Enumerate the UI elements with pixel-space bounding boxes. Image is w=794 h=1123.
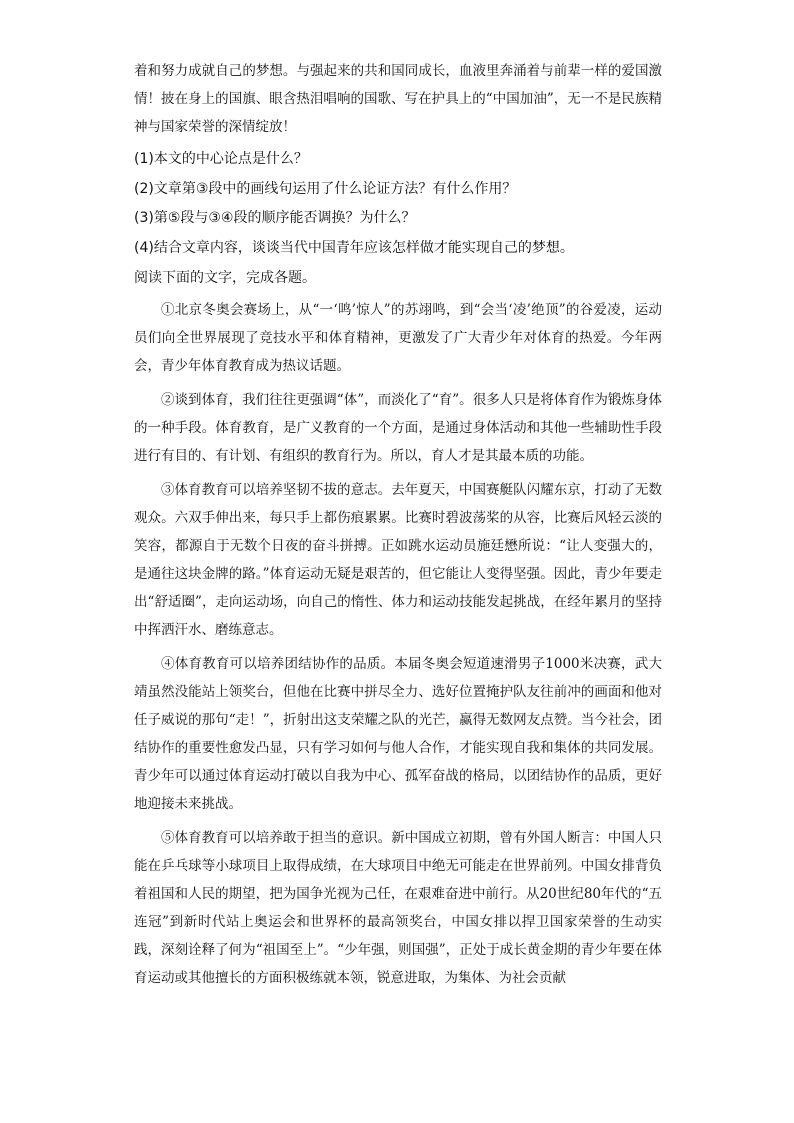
passage-continuation: 着和努力成就自己的梦想。与强起来的共和国同成长，血液里奔涌着与前辈一样的爱国激情！披在身上的国旗、眼含热泪唱响的国歌、写在护具上的“中国加油”，无一不是民族精神与国家荣誉的深情绽放！ — [134, 63, 662, 135]
reading-instruction: 阅读下面的文字，完成各题。 — [134, 270, 316, 286]
paragraph-1: ①北京冬奥会赛场上，从“一‘鸣’惊人”的苏翊鸣，到“会当‘凌’绝顶”的谷爱凌，运动员们向全世界展现了竞技水平和体育精神，更激发了广大青少年对体育的热爱。今年两会，青少年体育教育成为热议话题。 — [134, 302, 662, 374]
paragraph-5: ⑤体育教育可以培养敢于担当的意识。新中国成立初期，曾有外国人断言：中国人只能在乒乓球等小球项目上取得成绩，在大球项目中绝无可能走在世界前列。中国女排背负着祖国和人民的期望，把为国争光视为己任，在艰难奋进中前行。从20世纪80年代的“五连冠”到新时代站上奥运会和世界杯的最高领奖台，中国女排以捍卫国家荣誉的生动实践，深刻诠释了何为“祖国至上”。“少年强，则国强”，正处于成长黄金期的青少年要在体育运动或其他擅长的方面积极练就本领，锐意进取，为集体、为社会贡献 — [134, 830, 662, 986]
question-2: (2)文章第③段中的画线句运用了什么论证方法？有什么作用？ — [134, 180, 517, 197]
paragraph-3: ③体育教育可以培养坚韧不拔的意志。去年夏天，中国赛艇队闪耀东京，打动了无数观众。六双手伸出来，每只手上都伤痕累累。比赛时碧波荡桨的从容，比赛后风轻云淡的笑容，都源自于无数个日夜的奋斗拼搏。正如跳水运动员施廷懋所说：“让人变强大的，是通往这块金牌的路。”体育运动无疑是艰苦的，但它能让人变得坚强。因此，青少年要走出“舒适圈”，走向运动场，向自己的惰性、体力和运动技能发起挑战，在经年累月的坚持中挥洒汗水、磨练意志。 — [134, 482, 662, 638]
paragraph-4: ④体育教育可以培养团结协作的品质。本届冬奥会短道速滑男子1000米决赛，武大靖虽然没能站上领奖台，但他在比赛中拼尽全力、选好位置掩护队友往前冲的画面和他对任子威说的那句“走！”，折射出这支荣耀之队的光芒，赢得无数网友点赞。当今社会，团结协作的重要性愈发凸显，只有学习如何与他人合作，才能实现自我和集体的共同发展。青少年可以通过体育运动打破以自我为中心、孤军奋战的格局，以团结协作的品质，更好地迎接未来挑战。 — [134, 656, 662, 812]
question-1: (1)本文的中心论点是什么？ — [134, 151, 308, 167]
paragraph-2: ②谈到体育，我们往往更强调“体”，而淡化了“育”。很多人只是将体育作为锻炼身体的一种手段。体育教育，是广义教育的一个方面，是通过身体活动和其他一些辅助性手段进行有目的、有计划、有组织的教育行为。所以，育人才是其最本质的功能。 — [134, 392, 662, 464]
question-4: (4)结合文章内容，谈谈当代中国青年应该怎样做才能实现自己的梦想。 — [134, 239, 574, 256]
document-page — [134, 57, 662, 998]
question-3: (3)第⑤段与③④段的顺序能否调换？为什么？ — [134, 210, 416, 226]
